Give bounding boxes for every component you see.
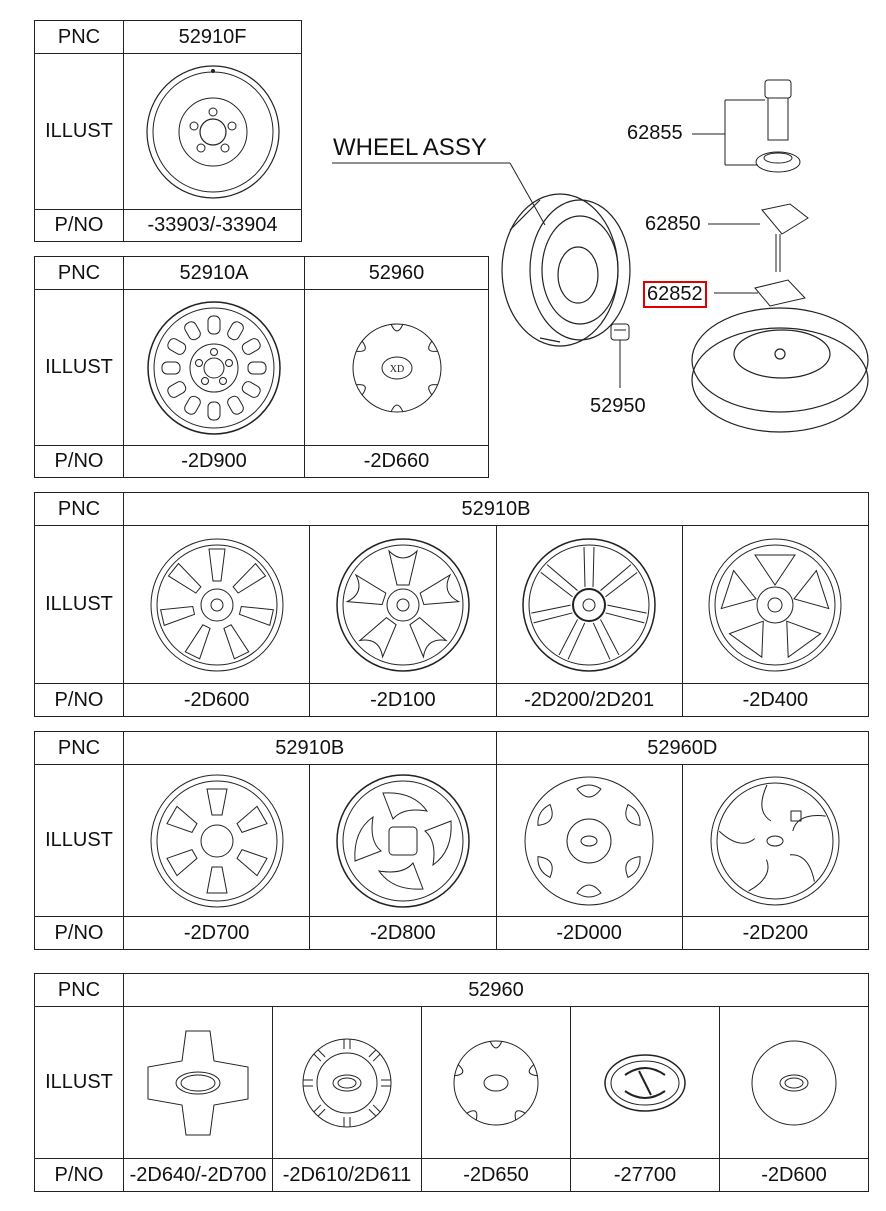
alloy-wheel-illustration bbox=[496, 526, 682, 684]
pnc-value: 52910B bbox=[124, 493, 869, 526]
pno-label: P/NO bbox=[35, 917, 124, 950]
table-52910a bbox=[34, 256, 489, 478]
pno-label: P/NO bbox=[35, 210, 124, 242]
pno-value: -2D400 bbox=[682, 684, 868, 717]
pno-value: -2D800 bbox=[310, 917, 496, 950]
alloy-wheel-illustration bbox=[310, 526, 496, 684]
pnc-value: 52960 bbox=[124, 974, 869, 1007]
pnc-label: PNC bbox=[35, 974, 124, 1007]
pno-value: -2D100 bbox=[310, 684, 496, 717]
center-cap-illustration bbox=[720, 1007, 869, 1159]
table-52910b-52960d bbox=[34, 731, 869, 950]
callout-62850[interactable]: 62850 bbox=[645, 213, 701, 235]
center-cap-illustration bbox=[422, 1007, 571, 1159]
alloy-wheel-illustration bbox=[124, 765, 310, 917]
table-52960 bbox=[34, 973, 869, 1192]
alloy-wheel-illustration bbox=[124, 526, 310, 684]
alloy-wheel-illustration bbox=[682, 526, 868, 684]
wheel-cover-illustration bbox=[496, 765, 682, 917]
illust-label: ILLUST bbox=[35, 765, 124, 917]
pno-value: -2D640/-2D700 bbox=[124, 1159, 273, 1192]
callout-52950[interactable]: 52950 bbox=[590, 395, 646, 417]
pnc-value: 52960 bbox=[305, 257, 489, 290]
xd-logo: XD bbox=[389, 363, 404, 375]
pnc-label: PNC bbox=[35, 21, 124, 54]
pnc-label: PNC bbox=[35, 493, 124, 526]
wheel-assy-title: WHEEL ASSY bbox=[333, 134, 487, 161]
alloy-wheel-illustration bbox=[310, 765, 496, 917]
emblem-illustration bbox=[571, 1007, 720, 1159]
pnc-value: 52910B bbox=[124, 732, 497, 765]
pno-value: -2D200/2D201 bbox=[496, 684, 682, 717]
pno-value: -2D600 bbox=[124, 684, 310, 717]
illust-label: ILLUST bbox=[35, 1007, 124, 1159]
pnc-value: 52910A bbox=[124, 257, 305, 290]
callout-62852-highlighted[interactable]: 62852 bbox=[643, 281, 707, 308]
pno-value: -2D610/2D611 bbox=[273, 1159, 422, 1192]
pno-value: -2D200 bbox=[682, 917, 868, 950]
pnc-value: 52910F bbox=[124, 21, 302, 54]
pno-value: -2D650 bbox=[422, 1159, 571, 1192]
pno-value: -2D660 bbox=[305, 446, 489, 478]
pnc-label: PNC bbox=[35, 257, 124, 290]
pnc-value: 52960D bbox=[496, 732, 869, 765]
pno-label: P/NO bbox=[35, 684, 124, 717]
wheel-cover-illustration bbox=[305, 290, 489, 446]
pno-value: -2D900 bbox=[124, 446, 305, 478]
pno-value: -2D600 bbox=[720, 1159, 869, 1192]
illust-label: ILLUST bbox=[35, 54, 124, 210]
callout-62855[interactable]: 62855 bbox=[627, 122, 683, 144]
pno-value: -2D700 bbox=[124, 917, 310, 950]
wheel-cover-illustration bbox=[682, 765, 868, 917]
center-cap-illustration bbox=[124, 1007, 273, 1159]
center-cap-illustration bbox=[273, 1007, 422, 1159]
steel-wheel-illustration bbox=[124, 54, 302, 210]
pno-value: -33903/-33904 bbox=[124, 210, 302, 242]
illust-label: ILLUST bbox=[35, 290, 124, 446]
pno-label: P/NO bbox=[35, 446, 124, 478]
pno-value: -2D000 bbox=[496, 917, 682, 950]
pno-value: -27700 bbox=[571, 1159, 720, 1192]
steel-wheel-illustration bbox=[124, 290, 305, 446]
table-52910b bbox=[34, 492, 869, 717]
table-52910f bbox=[34, 20, 302, 242]
illust-label: ILLUST bbox=[35, 526, 124, 684]
pno-label: P/NO bbox=[35, 1159, 124, 1192]
pnc-label: PNC bbox=[35, 732, 124, 765]
